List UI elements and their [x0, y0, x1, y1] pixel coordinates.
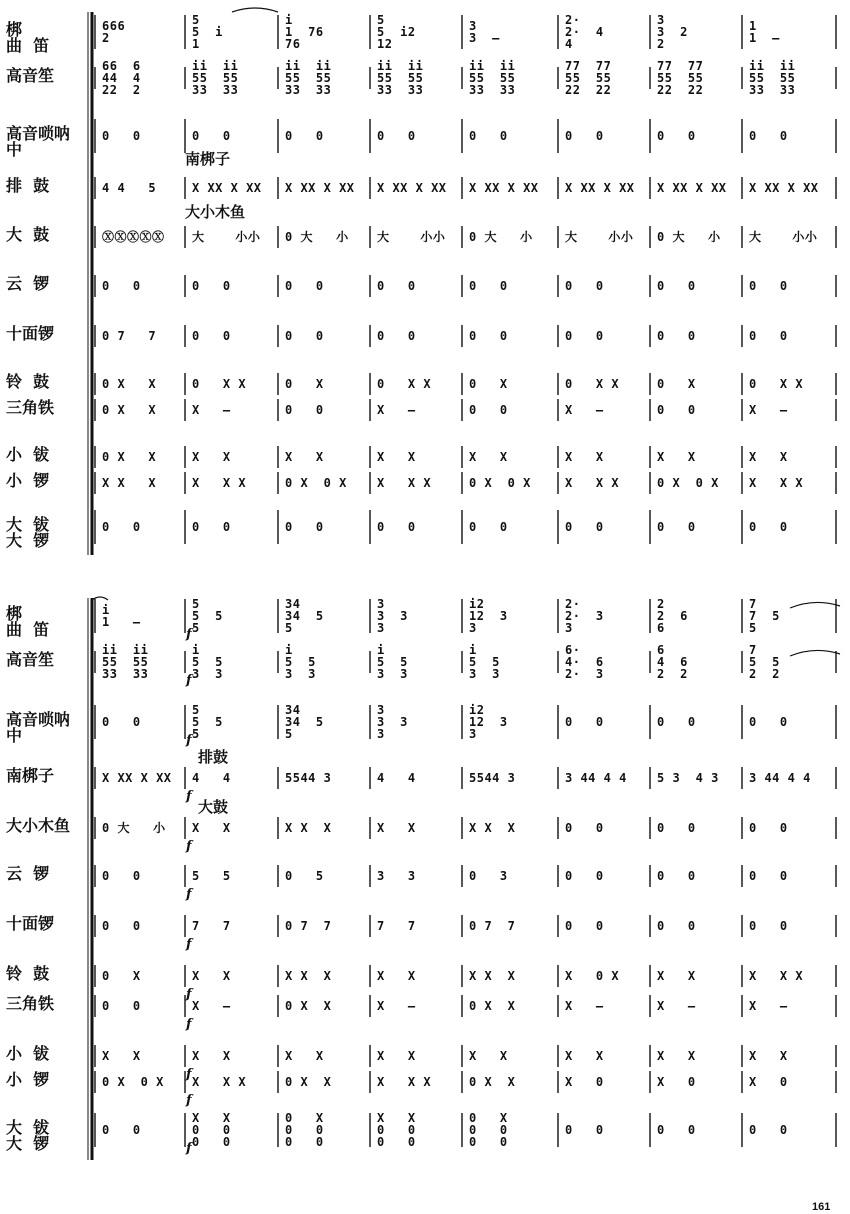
measure-cell: 0 0: [377, 129, 416, 143]
measure-cell: 0 X X: [102, 403, 157, 417]
measure-cell: X XX X XX: [749, 181, 819, 195]
measure-cell: X XX X XX: [469, 181, 539, 195]
instrument-label: 梆 曲 笛: [6, 604, 50, 639]
dynamic-forte: f: [186, 673, 192, 688]
measure-cell: ii ii 55 55 33 33: [469, 59, 516, 97]
measure-cell: 0 0: [102, 520, 141, 534]
dynamic-forte: f: [186, 1067, 192, 1082]
measure-cell: X X X: [102, 476, 157, 490]
measure-cell: 0 0: [565, 279, 604, 293]
instrument-label: 云 锣: [6, 864, 50, 883]
measure-cell: ⓍⓍⓍⓍⓍ: [102, 230, 165, 244]
measure-cell: 0 0: [657, 329, 696, 343]
measure-cell: 大 小小: [377, 230, 446, 244]
instrument-label: 大小木鱼: [6, 816, 71, 835]
measure-cell: 0 0: [377, 329, 416, 343]
measure-cell: X X: [192, 450, 231, 464]
measure-cell: 0 0: [749, 869, 788, 883]
instrument-label: 三角铁: [6, 398, 55, 417]
measure-cell: X X X: [749, 476, 804, 490]
measure-cell: 0 0: [749, 329, 788, 343]
measure-cell: 0 0: [657, 403, 696, 417]
measure-cell: 3 44 4 4: [749, 771, 811, 785]
slur-arc: [232, 8, 278, 12]
measure-cell: 0 7 7: [469, 919, 516, 933]
measure-cell: X X: [565, 1049, 604, 1063]
slur-arc: [790, 602, 840, 608]
instrument-label: 排 鼓: [6, 176, 50, 195]
measure-cell: X X: [377, 450, 416, 464]
measure-cell: X X: [192, 969, 231, 983]
measure-cell: 3 3 –: [469, 19, 500, 45]
instrument-label: 高音笙: [6, 650, 55, 669]
measure-cell: 4 4 5: [102, 181, 157, 195]
measure-cell: X XX X XX: [565, 181, 635, 195]
measure-cell: 0 X X: [192, 377, 247, 391]
measure-cell: i 5 5 3 3: [285, 643, 316, 681]
measure-cell: 0 0: [285, 520, 324, 534]
measure-cell: 0 X 0 0 0 0: [469, 1111, 508, 1149]
measure-cell: X 0 X: [565, 969, 620, 983]
measure-cell: X X: [749, 1049, 788, 1063]
instrument-label: 三角铁: [6, 994, 55, 1013]
measure-cell: X –: [565, 403, 604, 417]
section-annotation: 大小木鱼: [185, 203, 246, 221]
measure-cell: X X: [377, 1049, 416, 1063]
measure-cell: X –: [192, 999, 231, 1013]
measure-cell: 0 0: [749, 715, 788, 729]
measure-cell: X –: [749, 403, 788, 417]
measure-cell: X X: [749, 450, 788, 464]
measure-cell: 0 X: [469, 377, 508, 391]
section-annotation: 南梆子: [185, 150, 231, 168]
measure-cell: ii ii 55 55 33 33: [377, 59, 424, 97]
measure-cell: 0 X 0 X: [469, 476, 531, 490]
measure-cell: 0 7 7: [102, 329, 157, 343]
measure-cell: 34 34 5 5: [285, 703, 324, 741]
instrument-label: 铃 鼓: [6, 372, 50, 391]
instrument-label: 铃 鼓: [6, 964, 50, 983]
measure-cell: 0 0: [565, 919, 604, 933]
measure-cell: 0 0: [285, 403, 324, 417]
measure-cell: 7 7 5 5: [749, 597, 780, 635]
measure-cell: 0 0: [377, 520, 416, 534]
measure-cell: X XX X XX: [102, 771, 172, 785]
measure-cell: 5 3 4 3: [657, 771, 719, 785]
measure-cell: X X X: [565, 476, 620, 490]
measure-cell: X 0: [749, 1075, 788, 1089]
measure-cell: 0 0: [565, 1123, 604, 1137]
measure-cell: 7 7: [192, 919, 231, 933]
dynamic-forte: f: [186, 1093, 192, 1108]
measure-cell: 0 0: [469, 329, 508, 343]
measure-cell: 0 0: [749, 919, 788, 933]
instrument-label: 大 钹 大 锣: [6, 515, 50, 550]
measure-cell: 0 0: [192, 129, 231, 143]
measure-cell: 0 0: [749, 279, 788, 293]
measure-cell: 5544 3: [285, 771, 332, 785]
measure-cell: 0 0: [102, 715, 141, 729]
measure-cell: 0 5: [285, 869, 324, 883]
measure-cell: 大 小小: [749, 230, 818, 244]
measure-cell: ii ii 55 55 33 33: [192, 59, 239, 97]
measure-cell: X X 0 0 0 0: [192, 1111, 231, 1149]
measure-cell: 4 4: [377, 771, 416, 785]
measure-cell: X X X: [192, 476, 247, 490]
measure-cell: 0 X: [657, 377, 696, 391]
dynamic-forte: f: [186, 937, 192, 952]
dynamic-forte: f: [186, 987, 192, 1002]
measure-cell: 66 6 44 4 22 2: [102, 59, 141, 97]
measure-cell: 2 2 6 6: [657, 597, 688, 635]
measure-cell: 0 0: [102, 869, 141, 883]
measure-cell: 0 0: [749, 821, 788, 835]
measure-cell: 0 0: [102, 279, 141, 293]
measure-cell: 0 0: [469, 279, 508, 293]
measure-cell: X XX X XX: [377, 181, 447, 195]
measure-cell: 7 7: [377, 919, 416, 933]
measure-cell: 0 0: [565, 329, 604, 343]
measure-cell: 0 X X: [565, 377, 620, 391]
measure-cell: 1 1 –: [749, 19, 780, 45]
measure-cell: X –: [565, 999, 604, 1013]
measure-cell: X X: [657, 1049, 696, 1063]
instrument-label: 南梆子: [6, 766, 55, 785]
measure-cell: X XX X XX: [192, 181, 262, 195]
dynamic-forte: f: [186, 789, 192, 804]
measure-cell: X X: [285, 450, 324, 464]
measure-cell: X X: [102, 1049, 141, 1063]
instrument-label: 小 钹: [6, 445, 50, 464]
instrument-label: 十面锣: [6, 914, 55, 933]
measure-cell: 0 0: [657, 520, 696, 534]
measure-cell: X X: [377, 969, 416, 983]
measure-cell: 3 3: [377, 869, 416, 883]
instrument-label: 大 钹 大 锣: [6, 1118, 50, 1153]
measure-cell: X X: [657, 969, 696, 983]
measure-cell: 0 0: [102, 1123, 141, 1137]
measure-cell: X 0: [657, 1075, 696, 1089]
measure-cell: X X X: [749, 969, 804, 983]
slur-arc: [790, 650, 840, 656]
measure-cell: ii ii 55 55 33 33: [285, 59, 332, 97]
measure-cell: i 5 5 3 3: [377, 643, 408, 681]
measure-cell: 0 0: [749, 520, 788, 534]
measure-cell: 0 0: [565, 715, 604, 729]
measure-cell: 0 0: [469, 129, 508, 143]
dynamic-forte: f: [186, 1017, 192, 1032]
measure-cell: i 5 5 3 3: [192, 643, 223, 681]
measure-cell: 0 0: [102, 999, 141, 1013]
measure-cell: 77 77 55 55 22 22: [565, 59, 612, 97]
measure-cell: X X X: [285, 821, 332, 835]
measure-cell: 0 X 0 0 0 0: [285, 1111, 324, 1149]
measure-cell: 0 X X: [285, 1075, 332, 1089]
measure-cell: 3 3 3 3: [377, 703, 408, 741]
measure-cell: X X: [192, 1049, 231, 1063]
measure-cell: i2 12 3 3: [469, 703, 508, 741]
measure-cell: 666 2: [102, 19, 126, 45]
measure-cell: X XX X XX: [657, 181, 727, 195]
measure-cell: 0 0: [657, 715, 696, 729]
measure-cell: 0 大 小: [657, 230, 721, 244]
measure-cell: 0 大 小: [102, 821, 166, 835]
measure-cell: 0 X X: [285, 999, 332, 1013]
instrument-label: 高音笙: [6, 66, 55, 85]
measure-cell: X X X: [377, 1075, 432, 1089]
dynamic-forte: f: [186, 887, 192, 902]
measure-cell: X X X: [469, 821, 516, 835]
measure-cell: 0 0: [285, 279, 324, 293]
measure-cell: 0 0: [565, 129, 604, 143]
measure-cell: X –: [377, 999, 416, 1013]
measure-cell: 0 0: [192, 329, 231, 343]
measure-cell: 3 44 4 4: [565, 771, 627, 785]
measure-cell: 0 0: [285, 329, 324, 343]
measure-cell: 0 X 0 X: [657, 476, 719, 490]
measure-cell: 0 0: [565, 821, 604, 835]
measure-cell: 3 3 3 3: [377, 597, 408, 635]
measure-cell: X X: [469, 1049, 508, 1063]
measure-cell: 0 0: [192, 279, 231, 293]
instrument-label: 大 鼓: [6, 225, 50, 244]
measure-cell: X X: [469, 450, 508, 464]
measure-cell: i 1 –: [102, 603, 141, 629]
measure-cell: 大 小小: [192, 230, 261, 244]
measure-cell: 5544 3: [469, 771, 516, 785]
measure-cell: 0 X 0 X: [285, 476, 347, 490]
measure-cell: X 0: [565, 1075, 604, 1089]
measure-cell: 2· 2· 4 4: [565, 13, 604, 51]
measure-cell: 0 0: [749, 1123, 788, 1137]
measure-cell: 3 3 2 2: [657, 13, 688, 51]
measure-cell: X –: [749, 999, 788, 1013]
measure-cell: 0 大 小: [469, 230, 533, 244]
measure-cell: 0 0: [192, 520, 231, 534]
instrument-label: 小 锣: [6, 471, 50, 490]
dynamic-forte: f: [186, 627, 192, 642]
measure-cell: i 5 5 3 3: [469, 643, 500, 681]
measure-cell: 5 5 5 5: [192, 597, 223, 635]
measure-cell: 2· 2· 3 3: [565, 597, 604, 635]
measure-cell: X –: [192, 403, 231, 417]
measure-cell: 0 0: [749, 129, 788, 143]
measure-cell: 5 5 i 1: [192, 13, 223, 51]
instrument-label: 高音唢呐 中: [6, 124, 71, 159]
measure-cell: 0 X X: [469, 999, 516, 1013]
measure-cell: 0 0: [657, 129, 696, 143]
measure-cell: X X X: [192, 1075, 247, 1089]
measure-cell: 34 34 5 5: [285, 597, 324, 635]
measure-cell: 0 7 7: [285, 919, 332, 933]
measure-cell: X XX X XX: [285, 181, 355, 195]
measure-cell: 6 4 6 2 2: [657, 643, 688, 681]
measure-cell: 大 小小: [565, 230, 634, 244]
measure-cell: X X X: [285, 969, 332, 983]
measure-cell: 0 X: [285, 377, 324, 391]
instrument-label: 云 锣: [6, 274, 50, 293]
measure-cell: 0 0: [657, 1123, 696, 1137]
measure-cell: 77 77 55 55 22 22: [657, 59, 704, 97]
measure-cell: 0 0: [285, 129, 324, 143]
measure-cell: X X X: [469, 969, 516, 983]
measure-cell: 6· 4· 6 2· 3: [565, 643, 604, 681]
measure-cell: X X: [285, 1049, 324, 1063]
dynamic-forte: f: [186, 839, 192, 854]
measure-cell: 0 0: [657, 279, 696, 293]
section-annotation: 大鼓: [198, 798, 229, 816]
instrument-label: 小 钹: [6, 1044, 50, 1063]
instrument-label: 高音唢呐 中: [6, 710, 71, 745]
measure-cell: 0 X X: [749, 377, 804, 391]
measure-cell: 0 0: [469, 520, 508, 534]
page-number: 161: [812, 1201, 831, 1213]
measure-cell: X X 0 0 0 0: [377, 1111, 416, 1149]
measure-cell: i 1 76 76: [285, 13, 324, 51]
measure-cell: X X: [657, 450, 696, 464]
section-annotation: 排鼓: [198, 748, 229, 766]
measure-cell: X X: [565, 450, 604, 464]
measure-cell: 0 X 0 X: [102, 1075, 164, 1089]
measure-cell: X X: [377, 821, 416, 835]
measure-cell: X X X: [377, 476, 432, 490]
instrument-label: 十面锣: [6, 324, 55, 343]
measure-cell: 0 0: [102, 919, 141, 933]
measure-cell: 0 0: [102, 129, 141, 143]
measure-cell: X X: [192, 821, 231, 835]
measure-cell: X –: [377, 403, 416, 417]
measure-cell: 4 4: [192, 771, 231, 785]
measure-cell: 0 X X: [469, 1075, 516, 1089]
instrument-label: 小 锣: [6, 1070, 50, 1089]
measure-cell: 0 0: [469, 403, 508, 417]
measure-cell: 0 0: [657, 869, 696, 883]
measure-cell: 0 0: [657, 821, 696, 835]
measure-cell: 0 X X: [102, 377, 157, 391]
measure-cell: 5 5: [192, 869, 231, 883]
measure-cell: 5 5 5 5: [192, 703, 223, 741]
measure-cell: 0 0: [377, 279, 416, 293]
measure-cell: 0 3: [469, 869, 508, 883]
measure-cell: 5 5 i2 12: [377, 13, 416, 51]
measure-cell: 0 0: [565, 520, 604, 534]
measure-cell: 0 X: [102, 969, 141, 983]
measure-cell: 0 0: [657, 919, 696, 933]
measure-cell: X –: [657, 999, 696, 1013]
dynamic-forte: f: [186, 1141, 192, 1156]
measure-cell: 7 5 5 2 2: [749, 643, 780, 681]
measure-cell: 0 0: [565, 869, 604, 883]
dynamic-forte: f: [186, 733, 192, 748]
measure-cell: ii ii 55 55 33 33: [102, 643, 149, 681]
measure-cell: ii ii 55 55 33 33: [749, 59, 796, 97]
measure-cell: 0 X X: [377, 377, 432, 391]
measure-cell: 0 大 小: [285, 230, 349, 244]
measure-cell: 0 X X: [102, 450, 157, 464]
measure-cell: i2 12 3 3: [469, 597, 508, 635]
instrument-label: 梆 曲 笛: [6, 20, 50, 55]
